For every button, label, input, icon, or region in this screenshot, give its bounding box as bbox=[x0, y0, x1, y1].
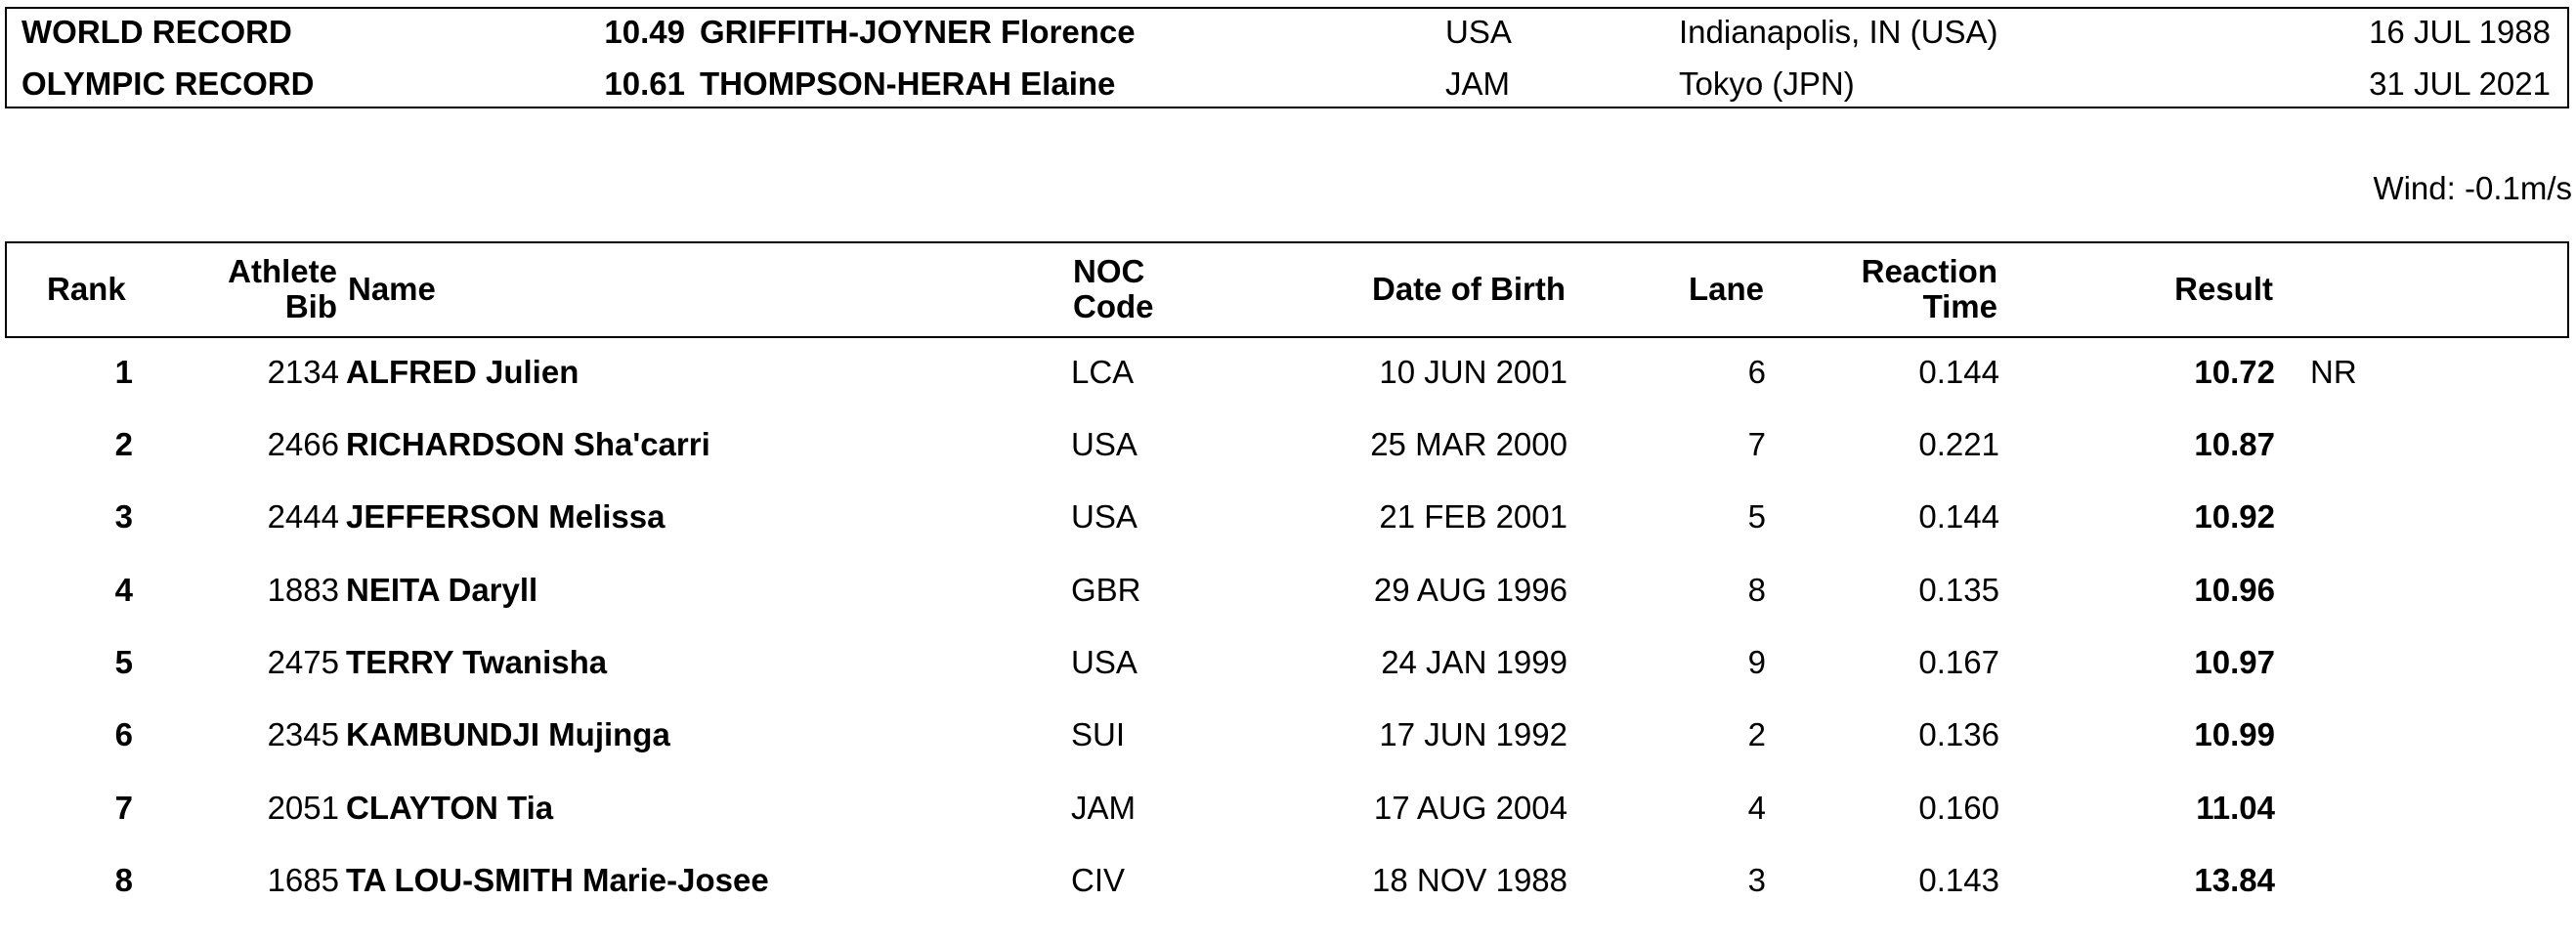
table-row bbox=[5, 716, 2569, 775]
reaction-time-cell: 0.221 bbox=[1918, 426, 1999, 462]
record-holder-name: THOMPSON-HERAH Elaine bbox=[700, 65, 1116, 102]
bib-cell: 1883 bbox=[267, 572, 339, 608]
bib-cell: 2475 bbox=[267, 644, 339, 680]
athlete-name-cell: RICHARDSON Sha'carri bbox=[346, 426, 710, 462]
result-cell: 10.96 bbox=[2194, 572, 2275, 608]
reaction-time-cell: 0.144 bbox=[1918, 498, 1999, 535]
rank-cell: 7 bbox=[114, 790, 133, 826]
record-venue: Indianapolis, IN (USA) bbox=[1679, 14, 1998, 50]
result-cell: 10.92 bbox=[2194, 498, 2275, 535]
olympic-record-row bbox=[7, 65, 2567, 114]
table-row bbox=[5, 498, 2569, 557]
athlete-name-cell: TA LOU-SMITH Marie-Josee bbox=[346, 862, 769, 898]
rank-cell: 1 bbox=[114, 354, 133, 390]
lane-cell: 4 bbox=[1747, 790, 1766, 826]
lane-cell: 6 bbox=[1747, 354, 1766, 390]
record-venue: Tokyo (JPN) bbox=[1679, 65, 1855, 102]
bib-cell: 1685 bbox=[267, 862, 339, 898]
noc-cell: CIV bbox=[1071, 862, 1126, 898]
athlete-name-cell: ALFRED Julien bbox=[346, 354, 580, 390]
athlete-name-cell: TERRY Twanisha bbox=[346, 644, 608, 680]
rank-cell: 5 bbox=[114, 644, 133, 680]
rank-cell: 3 bbox=[114, 498, 133, 535]
header-reaction-line2: Time bbox=[1922, 288, 1997, 324]
result-cell: 13.84 bbox=[2194, 862, 2275, 898]
lane-cell: 3 bbox=[1747, 862, 1766, 898]
record-mark: 10.49 bbox=[604, 14, 685, 50]
rank-cell: 6 bbox=[114, 716, 133, 752]
table-row bbox=[5, 790, 2569, 848]
result-cell: 10.87 bbox=[2194, 426, 2275, 462]
lane-cell: 8 bbox=[1747, 572, 1766, 608]
reaction-time-cell: 0.167 bbox=[1918, 644, 1999, 680]
reaction-time-cell: 0.136 bbox=[1918, 716, 1999, 752]
world-record-row bbox=[7, 14, 2567, 63]
header-bib-line2: Bib bbox=[284, 288, 337, 324]
header-athlete-bib bbox=[228, 254, 337, 324]
header-reaction-time bbox=[1862, 254, 1997, 324]
bib-cell: 2444 bbox=[267, 498, 339, 535]
records-box bbox=[5, 7, 2569, 108]
record-title: WORLD RECORD bbox=[21, 14, 292, 50]
athlete-name-cell: NEITA Daryll bbox=[346, 572, 538, 608]
dob-cell: 18 NOV 1988 bbox=[1372, 862, 1567, 898]
dob-cell: 25 MAR 2000 bbox=[1370, 426, 1567, 462]
table-row bbox=[5, 862, 2569, 921]
bib-cell: 2345 bbox=[267, 716, 339, 752]
lane-cell: 7 bbox=[1747, 426, 1766, 462]
bib-cell: 2134 bbox=[267, 354, 339, 390]
athlete-name-cell: JEFFERSON Melissa bbox=[346, 498, 665, 535]
header-bib-line1: Athlete bbox=[228, 253, 337, 289]
lane-cell: 2 bbox=[1747, 716, 1766, 752]
record-date: 31 JUL 2021 bbox=[2369, 65, 2551, 102]
record-title: OLYMPIC RECORD bbox=[21, 65, 315, 102]
results-table-header bbox=[5, 241, 2569, 338]
dob-cell: 17 JUN 1992 bbox=[1379, 716, 1567, 752]
bib-cell: 2051 bbox=[267, 790, 339, 826]
dob-cell: 21 FEB 2001 bbox=[1379, 498, 1567, 535]
header-result: Result bbox=[2174, 271, 2273, 307]
result-cell: 11.04 bbox=[2196, 790, 2275, 826]
header-noc-line2: Code bbox=[1073, 288, 1154, 324]
lane-cell: 9 bbox=[1747, 644, 1766, 680]
result-cell: 10.97 bbox=[2194, 644, 2275, 680]
record-date: 16 JUL 1988 bbox=[2369, 14, 2551, 50]
rank-cell: 2 bbox=[114, 426, 133, 462]
header-noc-line1: NOC bbox=[1073, 253, 1145, 289]
dob-cell: 17 AUG 2004 bbox=[1373, 790, 1567, 826]
noc-cell: USA bbox=[1071, 644, 1138, 680]
table-row bbox=[5, 644, 2569, 703]
noc-cell: USA bbox=[1071, 498, 1138, 535]
noc-cell: LCA bbox=[1071, 354, 1135, 390]
record-holder-name: GRIFFITH-JOYNER Florence bbox=[700, 14, 1136, 50]
header-rank: Rank bbox=[47, 271, 126, 307]
wind-reading: Wind: -0.1m/s bbox=[2373, 170, 2572, 206]
header-reaction-line1: Reaction bbox=[1861, 253, 1997, 289]
noc-cell: USA bbox=[1071, 426, 1138, 462]
header-name: Name bbox=[348, 271, 436, 307]
dob-cell: 24 JAN 1999 bbox=[1381, 644, 1567, 680]
athlete-name-cell: KAMBUNDJI Mujinga bbox=[346, 716, 670, 752]
dob-cell: 10 JUN 2001 bbox=[1379, 354, 1567, 390]
header-lane: Lane bbox=[1688, 271, 1764, 307]
result-cell: 10.99 bbox=[2194, 716, 2275, 752]
dob-cell: 29 AUG 1996 bbox=[1373, 572, 1567, 608]
reaction-time-cell: 0.144 bbox=[1918, 354, 1999, 390]
record-noc: JAM bbox=[1445, 65, 1510, 102]
reaction-time-cell: 0.143 bbox=[1918, 862, 1999, 898]
rank-cell: 8 bbox=[114, 862, 133, 898]
noc-cell: SUI bbox=[1071, 716, 1126, 752]
result-cell: 10.72 bbox=[2194, 354, 2275, 390]
table-row bbox=[5, 426, 2569, 485]
lane-cell: 5 bbox=[1747, 498, 1766, 535]
bib-cell: 2466 bbox=[267, 426, 339, 462]
record-mark: 10.61 bbox=[604, 65, 685, 102]
rank-cell: 4 bbox=[114, 572, 133, 608]
reaction-time-cell: 0.160 bbox=[1918, 790, 1999, 826]
header-date-of-birth: Date of Birth bbox=[1372, 271, 1566, 307]
table-row bbox=[5, 572, 2569, 630]
table-row bbox=[5, 354, 2569, 412]
reaction-time-cell: 0.135 bbox=[1918, 572, 1999, 608]
record-note-cell: NR bbox=[2310, 354, 2357, 390]
header-noc-code bbox=[1073, 254, 1154, 324]
noc-cell: GBR bbox=[1071, 572, 1141, 608]
record-noc: USA bbox=[1445, 14, 1512, 50]
noc-cell: JAM bbox=[1071, 790, 1136, 826]
athlete-name-cell: CLAYTON Tia bbox=[346, 790, 554, 826]
